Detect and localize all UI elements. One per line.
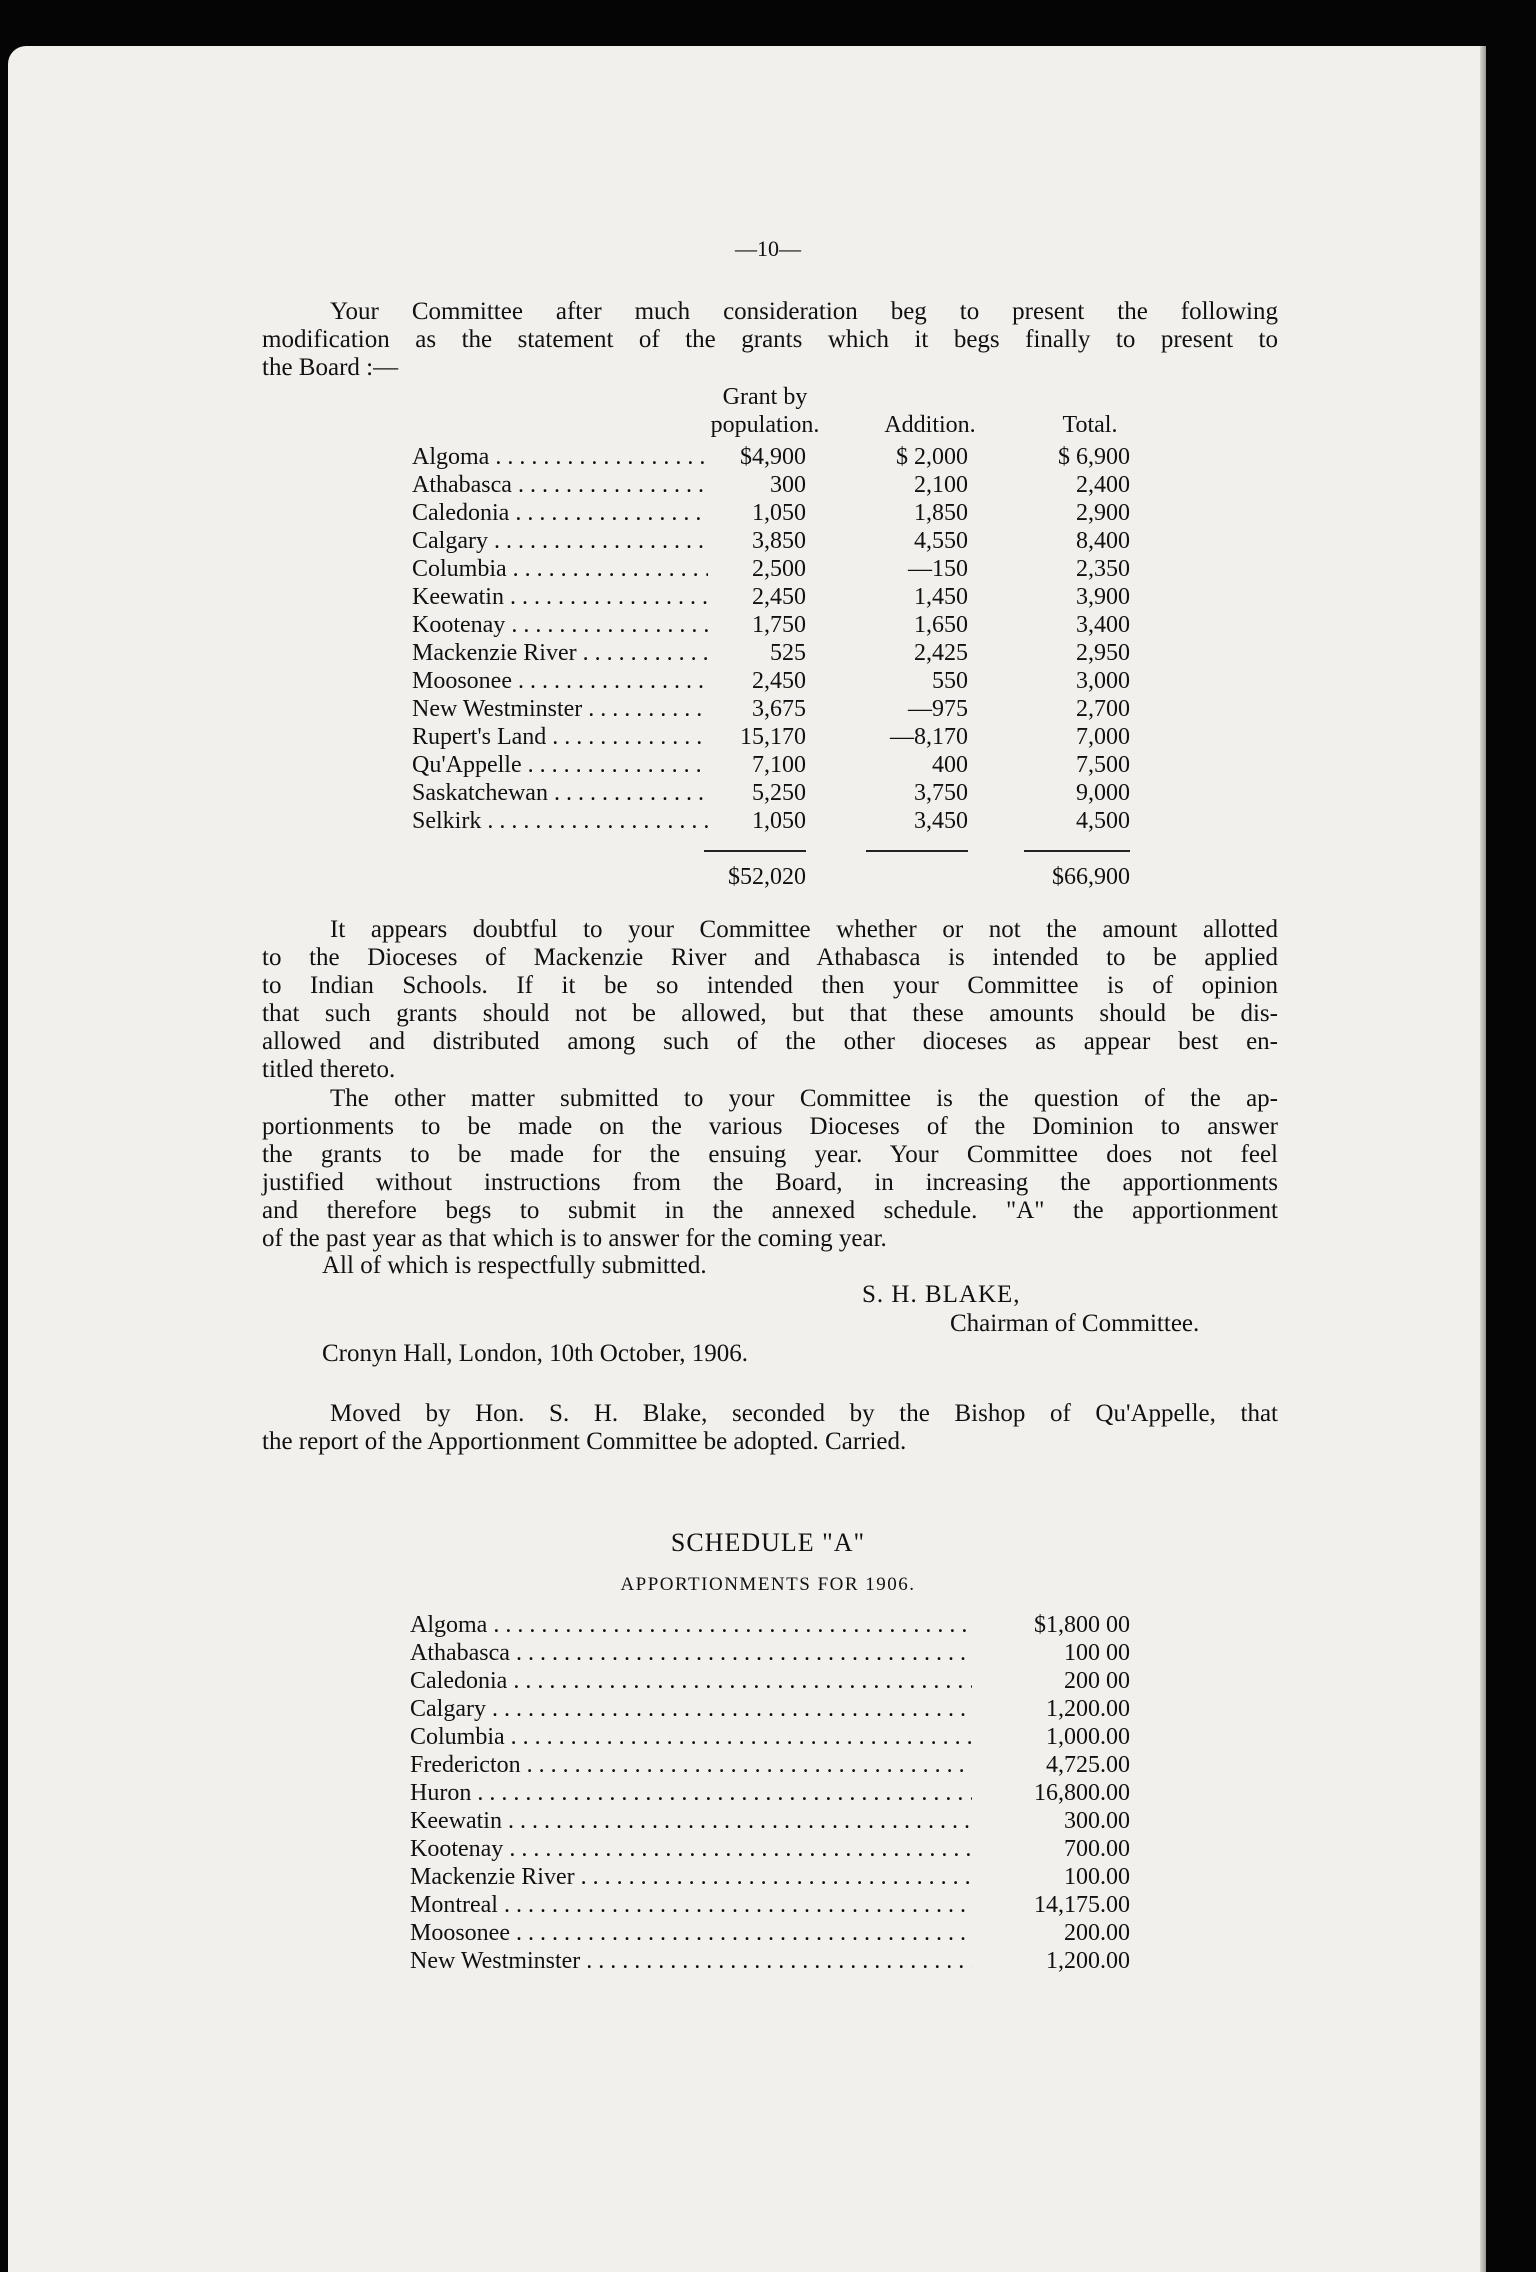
total-value: 9,000	[1076, 780, 1130, 806]
schedule-diocese: Athabasca . . .	[410, 1640, 972, 1667]
page-edge	[1480, 46, 1486, 2272]
addition-value: 2,100	[914, 472, 968, 498]
table-row	[412, 528, 1132, 556]
addition-value: —975	[908, 696, 968, 722]
addition-value: —150	[908, 556, 968, 582]
signer-name: S. H. BLAKE,	[862, 1281, 1021, 1308]
schedule-row	[410, 1640, 1132, 1668]
signer-title: Chairman of Committee.	[950, 1310, 1200, 1337]
table-row	[412, 780, 1132, 808]
schedule-row	[410, 1920, 1132, 1948]
schedule-diocese: Mackenzie River . . .	[410, 1864, 972, 1891]
addition-value: 3,450	[914, 808, 968, 834]
total-total-rule	[1024, 850, 1130, 852]
diocese-name: Keewatin . . .	[412, 584, 708, 611]
addition-value: 1,450	[914, 584, 968, 610]
total-total: $66,900	[1052, 864, 1130, 890]
grant-value: 15,170	[740, 724, 806, 750]
para2-line: and therefore begs to submit in the annexed schedule. "A" the apportionment	[262, 1197, 1278, 1224]
schedule-diocese: Calgary . . .	[410, 1696, 972, 1723]
motion-line: the report of the Apportionment Committee be adopted. Carried.	[262, 1428, 907, 1455]
addition-value: 4,550	[914, 528, 968, 554]
total-value: 7,000	[1076, 724, 1130, 750]
table-row	[412, 696, 1132, 724]
grant-value: 1,050	[752, 808, 806, 834]
schedule-row	[410, 1780, 1132, 1808]
schedule-amount: 100 00	[1064, 1640, 1130, 1666]
total-value: 2,400	[1076, 472, 1130, 498]
table-row	[412, 808, 1132, 836]
grant-value: 525	[770, 640, 806, 666]
grant-value: 1,050	[752, 500, 806, 526]
diocese-name: Selkirk . . .	[412, 808, 708, 835]
schedule-amount: 1,200.00	[1046, 1948, 1130, 1974]
total-value: 3,400	[1076, 612, 1130, 638]
schedule-amount: 100.00	[1064, 1864, 1130, 1890]
diocese-name: Columbia . . .	[412, 556, 708, 583]
schedule-row	[410, 1892, 1132, 1920]
total-header: Total.	[1062, 412, 1118, 438]
diocese-name: Calgary . . .	[412, 528, 708, 555]
grant-value: 2,500	[752, 556, 806, 582]
total-value: 2,700	[1076, 696, 1130, 722]
para1-line: It appears doubtful to your Committee whether or not the amount allotted	[330, 916, 1278, 943]
schedule-amount: 16,800.00	[1034, 1780, 1130, 1806]
para1-line: to Indian Schools. If it be so intended then your Committee is of opinion	[262, 972, 1278, 999]
table-row	[412, 500, 1132, 528]
addition-value: 1,650	[914, 612, 968, 638]
total-value: 2,350	[1076, 556, 1130, 582]
addition-value: 550	[932, 668, 968, 694]
table-row	[412, 556, 1132, 584]
schedule-row	[410, 1752, 1132, 1780]
diocese-name: Caledonia . . .	[412, 500, 708, 527]
schedule-row	[410, 1696, 1132, 1724]
schedule-diocese: Keewatin . . .	[410, 1808, 972, 1835]
schedule-amount: 4,725.00	[1046, 1752, 1130, 1778]
schedule-amount: 1,000.00	[1046, 1724, 1130, 1750]
table-row	[412, 724, 1132, 752]
addition-total-rule	[866, 850, 968, 852]
closing-line: All of which is respectfully submitted.	[322, 1252, 707, 1279]
table-row	[412, 640, 1132, 668]
diocese-name: Rupert's Land . . .	[412, 724, 708, 751]
grant-value: 2,450	[752, 584, 806, 610]
addition-value: —8,170	[890, 724, 968, 750]
schedule-diocese: New Westminster . . .	[410, 1948, 972, 1975]
schedule-diocese: Moosonee . . .	[410, 1920, 972, 1947]
grant-value: 7,100	[752, 752, 806, 778]
para1-line: to the Dioceses of Mackenzie River and Athabasca is intended to be applied	[262, 944, 1278, 971]
schedule-row	[410, 1612, 1132, 1640]
motion-line: Moved by Hon. S. H. Blake, seconded by the Bishop of Qu'Appelle, that	[330, 1400, 1278, 1427]
schedule-amount: 700.00	[1064, 1836, 1130, 1862]
addition-value: $ 2,000	[896, 444, 968, 470]
diocese-name: Saskatchewan . . .	[412, 780, 708, 807]
schedule-amount: $1,800 00	[1034, 1612, 1130, 1638]
schedule-diocese: Huron . . .	[410, 1780, 972, 1807]
intro-line: Your Committee after much consideration beg to present the following	[330, 298, 1278, 325]
schedule-row	[410, 1668, 1132, 1696]
total-value: 3,900	[1076, 584, 1130, 610]
paragraph-apportionments	[262, 1085, 1278, 1253]
total-value: 2,900	[1076, 500, 1130, 526]
schedule-row	[410, 1836, 1132, 1864]
total-value: 3,000	[1076, 668, 1130, 694]
schedule-diocese: Montreal . . .	[410, 1892, 972, 1919]
grant-value: 2,450	[752, 668, 806, 694]
schedule-diocese: Caledonia . . .	[410, 1668, 972, 1695]
intro-paragraph	[262, 298, 1278, 382]
schedule-diocese: Algoma . . .	[410, 1612, 972, 1639]
schedule-amount: 200 00	[1064, 1668, 1130, 1694]
diocese-name: Kootenay . . .	[412, 612, 708, 639]
para1-line: allowed and distributed among such of the other dioceses as appear best en-	[262, 1028, 1278, 1055]
addition-value: 400	[932, 752, 968, 778]
schedule-row	[410, 1724, 1132, 1752]
schedule-row	[410, 1808, 1132, 1836]
table-row	[412, 612, 1132, 640]
diocese-name: Moosonee . . .	[412, 668, 708, 695]
table-row	[412, 668, 1132, 696]
intro-line: the Board :—	[262, 354, 399, 381]
schedule-row	[410, 1948, 1132, 1976]
schedule-subtitle: APPORTIONMENTS FOR 1906.	[620, 1574, 916, 1595]
grant-value: 300	[770, 472, 806, 498]
addition-value: 3,750	[914, 780, 968, 806]
table-row	[412, 472, 1132, 500]
para2-line: The other matter submitted to your Committee is the question of the ap-	[330, 1085, 1278, 1112]
diocese-name: Mackenzie River . . .	[412, 640, 708, 667]
diocese-name: Qu'Appelle . . .	[412, 752, 708, 779]
grant-total: $52,020	[728, 864, 806, 890]
diocese-name: Athabasca . . .	[412, 472, 708, 499]
addition-value: 2,425	[914, 640, 968, 666]
grant-value: 3,850	[752, 528, 806, 554]
page-number: —10—	[735, 236, 801, 261]
para2-line: justified without instructions from the Board, in increasing the apportionments	[262, 1169, 1278, 1196]
schedule-diocese: Columbia . . .	[410, 1724, 972, 1751]
table-row	[412, 444, 1132, 472]
table-row	[412, 584, 1132, 612]
motion-paragraph	[262, 1400, 1278, 1456]
grant-header-line1: Grant by	[722, 384, 808, 410]
diocese-name: Algoma . . .	[412, 444, 708, 471]
grant-value: 3,675	[752, 696, 806, 722]
table-row	[412, 752, 1132, 780]
schedule-diocese: Fredericton . . .	[410, 1752, 972, 1779]
para2-line: of the past year as that which is to answer for the coming year.	[262, 1225, 887, 1252]
intro-line: modification as the statement of the grants which it begs finally to present to	[262, 326, 1278, 353]
schedule-amount: 200.00	[1064, 1920, 1130, 1946]
place-date: Cronyn Hall, London, 10th October, 1906.	[322, 1340, 749, 1367]
schedule-row	[410, 1864, 1132, 1892]
schedule-title: SCHEDULE "A"	[670, 1528, 866, 1557]
grant-value: 5,250	[752, 780, 806, 806]
total-value: $ 6,900	[1058, 444, 1130, 470]
para2-line: portionments to be made on the various Dioceses of the Dominion to answer	[262, 1113, 1278, 1140]
addition-header: Addition.	[884, 412, 976, 438]
grant-value: $4,900	[740, 444, 806, 470]
schedule-diocese: Kootenay . . .	[410, 1836, 972, 1863]
diocese-name: New Westminster . . .	[412, 696, 708, 723]
total-value: 7,500	[1076, 752, 1130, 778]
grant-value: 1,750	[752, 612, 806, 638]
total-value: 4,500	[1076, 808, 1130, 834]
paragraph-athabasca	[262, 916, 1278, 1084]
grant-header-line2: population.	[710, 412, 820, 438]
para1-line: titled thereto.	[262, 1056, 396, 1083]
schedule-amount: 1,200.00	[1046, 1696, 1130, 1722]
para2-line: the grants to be made for the ensuing year. Your Committee does not feel	[262, 1141, 1278, 1168]
para1-line: that such grants should not be allowed, but that these amounts should be dis-	[262, 1000, 1278, 1027]
total-value: 8,400	[1076, 528, 1130, 554]
schedule-amount: 300.00	[1064, 1808, 1130, 1834]
grant-total-rule	[704, 850, 806, 852]
addition-value: 1,850	[914, 500, 968, 526]
total-value: 2,950	[1076, 640, 1130, 666]
schedule-amount: 14,175.00	[1034, 1892, 1130, 1918]
